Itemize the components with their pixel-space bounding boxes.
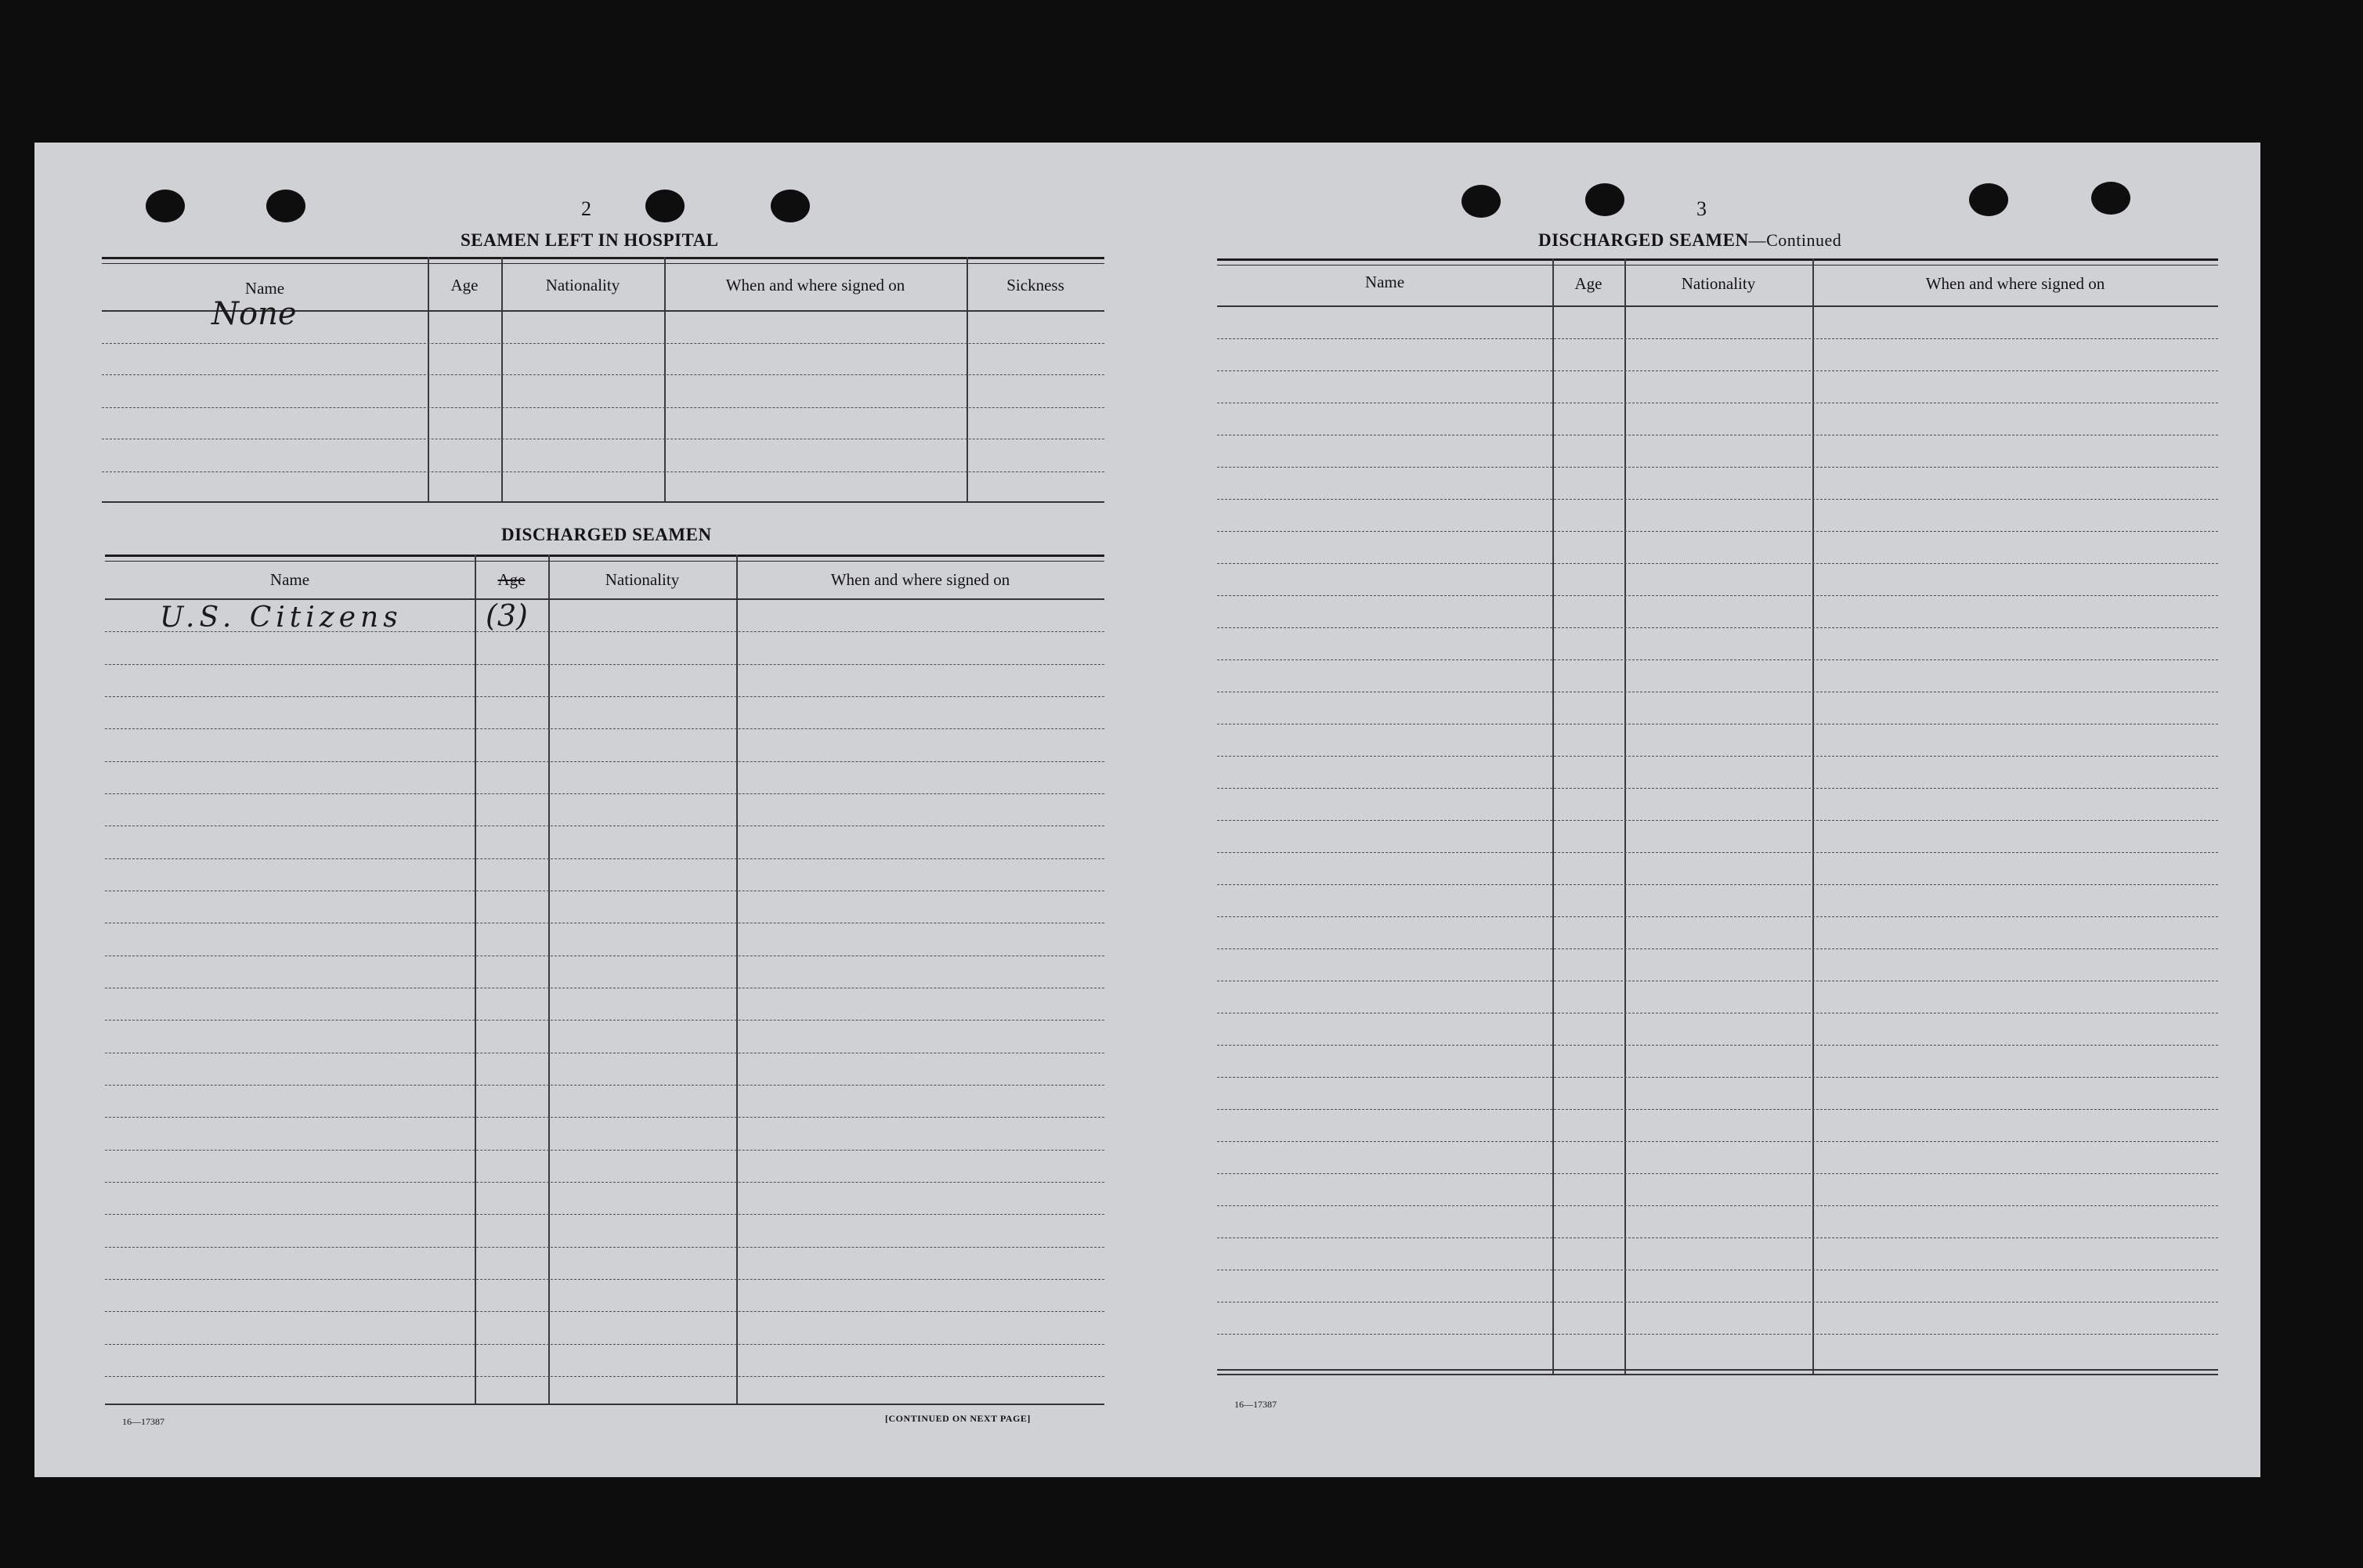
form-number: 16—17387 bbox=[1234, 1399, 1277, 1410]
punch-hole bbox=[2091, 182, 2130, 215]
handwritten-age: (3) bbox=[486, 598, 528, 633]
column-header-name: Name bbox=[269, 570, 310, 589]
hospital-section-title: SEAMEN LEFT IN HOSPITAL bbox=[461, 230, 719, 250]
continued-note: [CONTINUED ON NEXT PAGE] bbox=[885, 1413, 1031, 1424]
page-number: 2 bbox=[581, 197, 591, 220]
discharged-continued-table bbox=[1217, 258, 2218, 1378]
handwritten-name: None bbox=[211, 296, 297, 332]
document-sheet bbox=[34, 143, 2260, 1477]
column-header-nationality: Nationality bbox=[605, 570, 680, 589]
column-header-name: Name bbox=[244, 279, 285, 298]
column-header-signed-on: When and where signed on bbox=[830, 570, 1010, 589]
column-header-age: Age bbox=[1574, 274, 1602, 293]
page-number: 3 bbox=[1696, 197, 1707, 220]
column-header-sickness: Sickness bbox=[1006, 276, 1064, 294]
column-header-signed-on: When and where signed on bbox=[725, 276, 905, 294]
punch-hole bbox=[146, 190, 185, 222]
handwritten-name: U.S. Citizens bbox=[160, 602, 403, 634]
punch-hole bbox=[645, 190, 685, 222]
punch-hole bbox=[1585, 183, 1624, 216]
hospital-table bbox=[102, 257, 1104, 506]
column-header-nationality: Nationality bbox=[1681, 274, 1756, 293]
punch-hole bbox=[1462, 185, 1501, 218]
punch-hole bbox=[771, 190, 810, 222]
punch-hole bbox=[1969, 183, 2008, 216]
discharged-continued-title: DISCHARGED SEAMEN—Continued bbox=[1538, 230, 1842, 250]
discharged-section-title: DISCHARGED SEAMEN bbox=[501, 525, 712, 544]
column-header-nationality: Nationality bbox=[545, 276, 620, 294]
column-header-age: Age bbox=[497, 570, 526, 589]
form-number: 16—17387 bbox=[122, 1416, 164, 1427]
punch-hole bbox=[266, 190, 305, 222]
column-header-signed-on: When and where signed on bbox=[1925, 274, 2105, 293]
discharged-table bbox=[105, 555, 1104, 1408]
column-header-age: Age bbox=[450, 276, 479, 294]
column-header-name: Name bbox=[1364, 273, 1405, 291]
